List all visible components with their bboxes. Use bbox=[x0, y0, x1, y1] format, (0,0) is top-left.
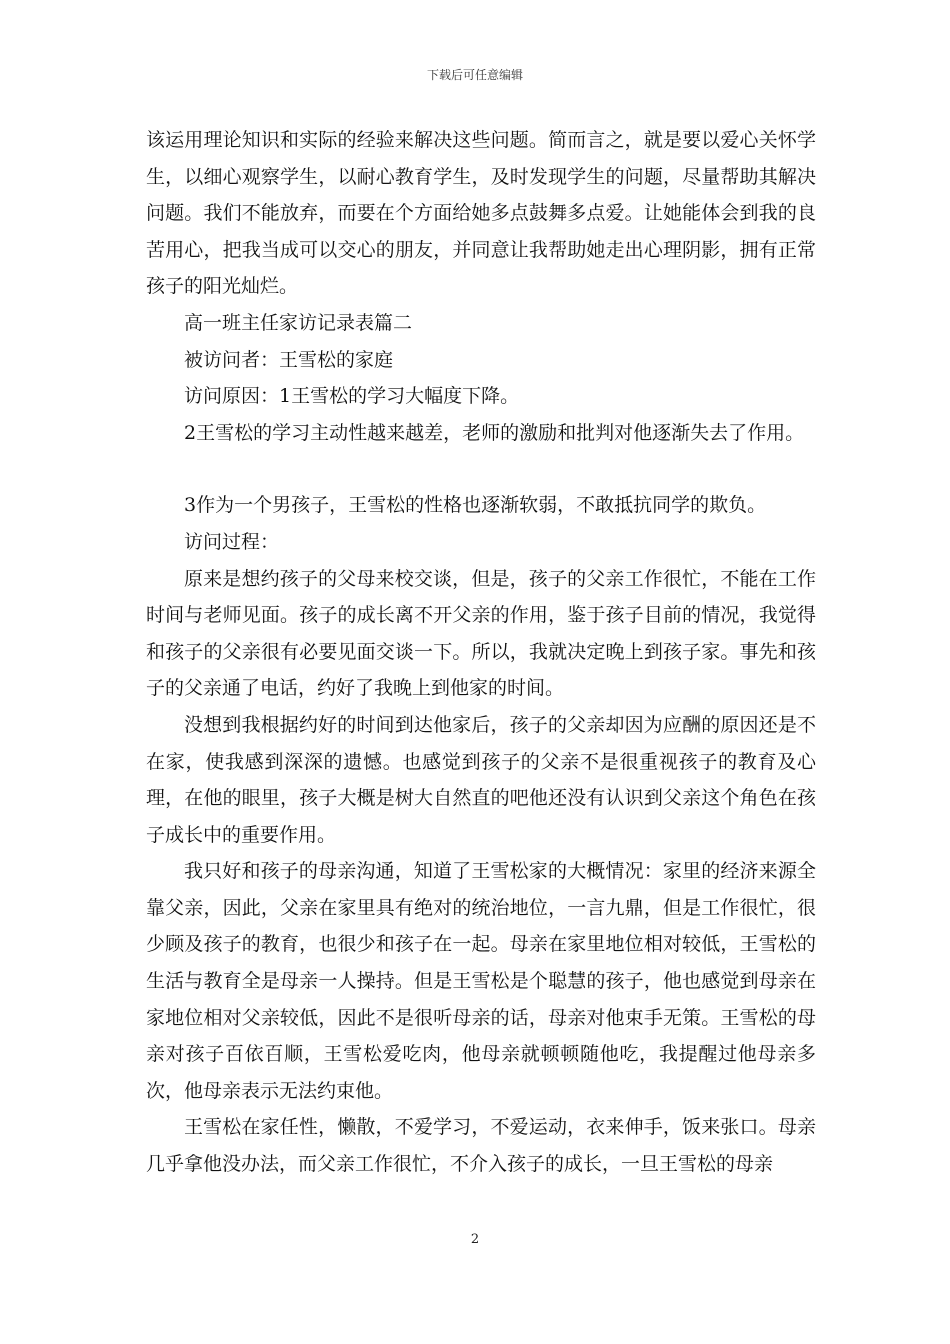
section-title: 高一班主任家访记录表篇二 bbox=[184, 311, 413, 334]
paragraph: 访问原因：1王雪松的学习大幅度下降。 bbox=[184, 385, 520, 408]
paragraph: 被访问者：王雪松的家庭 bbox=[184, 348, 394, 371]
paragraph: 没想到我根据约好的时间到达他家后，孩子的父亲却因为应酬的原因还是不在家，使我感到深深的遗憾。也感觉到孩子的父亲不是很重视孩子的教育及心理，在他的眼里，孩子大概是树大自然直的吧他还没有认识到父亲这个角色在孩子成长中的重要作用。 bbox=[146, 713, 816, 846]
blank-line bbox=[146, 451, 816, 487]
paragraph: 3作为一个男孩子，王雪松的性格也逐渐软弱，不敢抵抗同学的欺负。 bbox=[184, 494, 767, 517]
paragraph: 原来是想约孩子的父母来校交谈，但是，孩子的父亲工作很忙，不能在工作时间与老师见面。孩子的成长离不开父亲的作用，鉴于孩子目前的情况，我觉得和孩子的父亲很有必要见面交谈一下。所以，我就决定晚上到孩子家。事先和孩子的父亲通了电话，约好了我晚上到他家的时间。 bbox=[146, 567, 816, 700]
page-number: 2 bbox=[470, 1232, 480, 1247]
paragraph: 我只好和孩子的母亲沟通，知道了王雪松家的大概情况：家里的经济来源全靠父亲，因此，父亲在家里具有绝对的统治地位，一言九鼎，但是工作很忙，很少顾及孩子的教育，也很少和孩子在一起。母亲在家里地位相对较低，王雪松的生活与教育全是母亲一人操持。但是王雪松是个聪慧的孩子，他也感觉到母亲在家地位相对父亲较低，因此不是很听母亲的话，母亲对他束手无策。王雪松的母亲对孩子百依百顺，王雪松爱吃肉，他母亲就顿顿随他吃，我提醒过他母亲多次，他母亲表示无法约束他。 bbox=[146, 860, 816, 1102]
paragraph: 王雪松在家任性，懒散，不爱学习，不爱运动，衣来伸手，饭来张口。母亲几乎拿他没办法，而父亲工作很忙，不介入孩子的成长，一旦王雪松的母亲 bbox=[146, 1116, 816, 1176]
page-header: 下载后可任意编辑 bbox=[426, 68, 523, 82]
paragraph: 2王雪松的学习主动性越来越差，老师的激励和批判对他逐渐失去了作用。 bbox=[184, 421, 805, 444]
paragraph: 访问过程： bbox=[184, 530, 280, 553]
document-body bbox=[146, 122, 816, 1183]
paragraph: 该运用理论知识和实际的经验来解决这些问题。简而言之，就是要以爱心关怀学生，以细心观察学生，以耐心教育学生，及时发现学生的问题，尽量帮助其解决问题。我们不能放弃，而要在个方面给她多点鼓舞多点爱。让她能体会到我的良苦用心，把我当成可以交心的朋友，并同意让我帮助她走出心理阴影，拥有正常孩子的阳光灿烂。 bbox=[146, 129, 816, 298]
